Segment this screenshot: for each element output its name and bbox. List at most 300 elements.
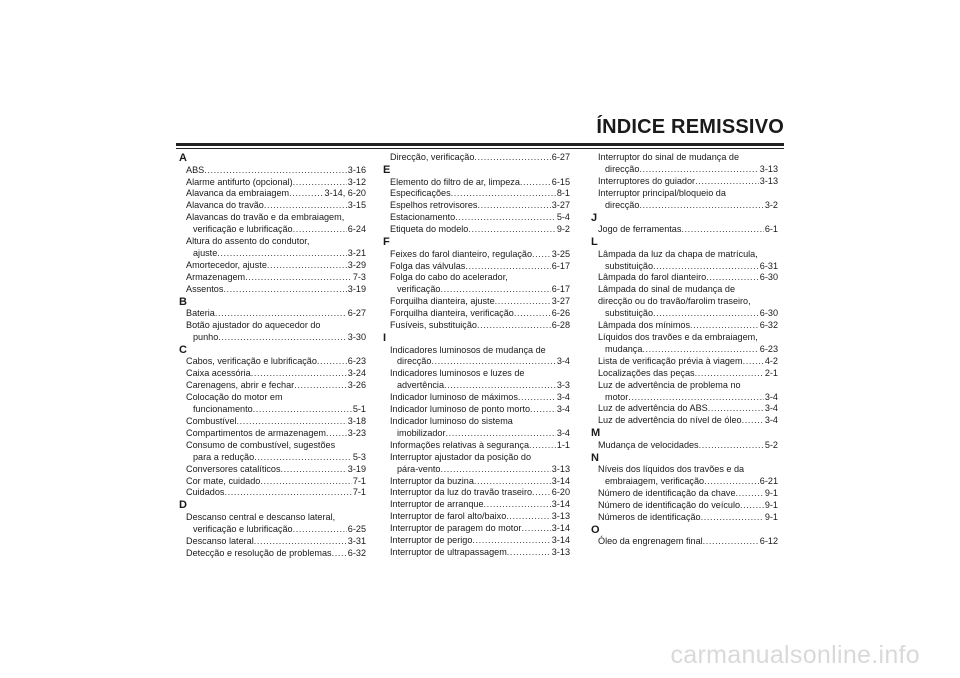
dot-leader <box>701 512 764 524</box>
page-reference: 3-14 <box>551 499 570 510</box>
index-entry-text: Espelhos retrovisores <box>390 200 478 211</box>
index-entry-text: Lâmpada do farol dianteiro <box>598 272 707 283</box>
index-entry-text: Armazenagem <box>186 271 246 282</box>
page-reference: 3-26 <box>347 380 366 391</box>
index-entry <box>591 224 778 236</box>
dot-leader <box>530 404 556 416</box>
page-reference: 6-26 <box>551 308 570 319</box>
index-entry <box>383 511 570 523</box>
index-entry <box>383 476 570 488</box>
index-entry-text: Colocação do motor em <box>186 392 283 403</box>
index-entry <box>383 261 570 273</box>
index-entry-text: verificação e lubrificação <box>193 224 293 235</box>
index-entry-text: Lâmpada dos mínimos <box>598 320 690 331</box>
page-reference: 7-1 <box>352 487 366 498</box>
page-reference: 6-23 <box>347 356 366 367</box>
index-entry-text: Folga das válvulas <box>390 260 466 271</box>
page-reference: 3-18 <box>347 416 366 426</box>
dot-leader <box>293 177 347 189</box>
index-entry-text: Indicador luminoso de máximos <box>390 392 518 403</box>
dot-leader <box>628 392 764 404</box>
page-reference: 6-24 <box>347 224 366 235</box>
dot-leader <box>514 308 551 320</box>
page-reference: 7-3 <box>352 271 366 282</box>
page-reference: 9-2 <box>556 224 570 235</box>
dot-leader <box>639 164 758 176</box>
index-entry-text: Lâmpada da luz da chapa de matrícula, <box>598 248 758 259</box>
index-entry-text: direcção <box>605 199 640 210</box>
index-entry-text: para a redução <box>193 451 255 462</box>
dot-leader <box>529 440 556 452</box>
index-entry-text: Interruptor de farol alto/baixo <box>390 511 507 522</box>
page-reference: 3-19 <box>347 463 366 474</box>
dot-leader <box>317 356 347 368</box>
page-reference: 3-2 <box>764 199 778 210</box>
index-entry-text: Interruptor ajustador da posição do <box>390 451 532 462</box>
index-entry-text: verificação <box>397 284 441 295</box>
index-entry <box>179 188 366 200</box>
index-entry <box>179 416 366 428</box>
page-reference: 9-1 <box>764 488 778 499</box>
index-entry-text: verificação e lubrificação <box>193 523 293 534</box>
index-entry-text: direcção <box>605 163 640 174</box>
page-reference: 3-4 <box>764 391 778 402</box>
index-letter-heading: B <box>179 295 187 308</box>
dot-leader <box>704 476 759 488</box>
index-entry-text: Interruptor do sinal de mudança de <box>598 152 740 162</box>
index-letter-heading: F <box>383 236 390 249</box>
dot-leader <box>223 284 346 296</box>
page-reference: 3-24 <box>347 368 366 379</box>
page-reference: 6-28 <box>551 320 570 331</box>
index-entry-text: Informações relativas à segurança <box>390 439 530 450</box>
index-entry-text: Direcção, verificação <box>390 152 475 162</box>
dot-leader <box>532 249 551 261</box>
index-entry <box>591 249 778 273</box>
index-entry <box>383 188 570 200</box>
dot-leader <box>736 488 764 500</box>
page-reference: 6-12 <box>759 536 778 547</box>
page-reference: 3-13 <box>551 463 570 474</box>
dot-leader <box>520 177 551 189</box>
index-entry-text: Luz de advertência do nível de óleo <box>598 415 742 426</box>
index-entry-text: Alavanca da embraiagem <box>186 188 290 199</box>
page-reference: 6-17 <box>551 260 570 271</box>
index-entry <box>179 212 366 236</box>
index-entry-text: Níveis dos líquidos dos travões e da <box>598 464 745 475</box>
page-reference: 2-1 <box>764 367 778 378</box>
dot-leader <box>251 368 347 380</box>
page-reference: 3-4 <box>556 392 570 403</box>
dot-leader <box>326 428 347 440</box>
index-entry-text: Bateria <box>186 308 215 319</box>
index-entry <box>179 236 366 260</box>
index-entry-text: Caixa acessória <box>186 368 251 379</box>
dot-leader <box>224 487 351 499</box>
page-reference: 3-19 <box>347 283 366 294</box>
index-entry-text: Detecção e resolução de problemas <box>186 547 332 558</box>
page-reference: 3-14 <box>551 475 570 486</box>
index-entry-text: direcção ou do travão/farolim traseiro, <box>598 296 751 307</box>
index-entry-text: ABS <box>186 164 205 175</box>
index-entry <box>179 320 366 344</box>
page-reference: 6-30 <box>759 308 778 319</box>
index-entry-text: Cuidados <box>186 487 225 498</box>
index-entry <box>591 284 778 320</box>
index-entry-text: Amortecedor, ajuste <box>186 259 267 270</box>
page-reference: 3-14 <box>551 535 570 546</box>
page-reference: 3-13 <box>551 546 570 557</box>
index-entry-text: Consumo de combustível, sugestões <box>186 439 336 450</box>
index-entry <box>383 177 570 189</box>
page-reference: 3-30 <box>347 331 366 342</box>
index-entry-text: Indicadores luminosos e luzes de <box>390 368 525 379</box>
dot-leader <box>281 464 347 476</box>
index-entry <box>383 499 570 511</box>
dot-leader <box>740 500 764 512</box>
index-entry-text: Interruptor de perigo <box>390 535 473 546</box>
index-entry <box>383 416 570 440</box>
index-entry-text: Altura do assento do condutor, <box>186 236 310 247</box>
index-entry-text: Conversores catalíticos <box>186 463 281 474</box>
page-reference: 1-1 <box>556 439 570 450</box>
index-entry-text: imobilizador <box>397 427 446 438</box>
page-reference: 5-3 <box>352 451 366 462</box>
index-entry <box>179 536 366 548</box>
index-entry <box>591 415 778 427</box>
index-entry <box>591 440 778 452</box>
index-entry-text: Carenagens, abrir e fechar <box>186 380 295 391</box>
page-reference: 6-20 <box>551 487 570 498</box>
page-reference: 3-27 <box>551 200 570 211</box>
index-entry-text: Número de identificação do veículo <box>598 500 741 511</box>
dot-leader <box>706 272 759 284</box>
dot-leader <box>484 499 551 511</box>
dot-leader <box>294 380 347 392</box>
page-reference: 3-14 <box>551 523 570 534</box>
page-reference: 3-23 <box>347 427 366 438</box>
index-entry-text: pára-vento <box>397 463 441 474</box>
index-entry-text: Alarme antifurto (opcional) <box>186 176 293 187</box>
page-reference: 9-1 <box>764 511 778 522</box>
index-entry-text: Estacionamento <box>390 212 456 223</box>
dot-leader <box>245 272 352 284</box>
dot-leader <box>695 368 764 380</box>
page-reference: 3-12 <box>347 176 366 187</box>
page-reference: 7-1 <box>352 475 366 486</box>
dot-leader <box>506 511 551 523</box>
index-entry <box>591 403 778 415</box>
index-entry <box>383 523 570 535</box>
index-entry-text: Luz de advertência de problema no <box>598 379 741 390</box>
index-letter-heading: I <box>383 331 387 344</box>
dot-leader <box>431 356 555 368</box>
dot-leader <box>289 188 323 200</box>
index-entry <box>383 320 570 332</box>
index-entry-text: Jogo de ferramentas <box>598 224 682 235</box>
index-entry <box>179 284 366 296</box>
page-reference: 6-17 <box>551 284 570 295</box>
index-entry-text: Luz de advertência do ABS <box>598 403 708 414</box>
index-entry <box>383 212 570 224</box>
page-reference: 3-4 <box>556 427 570 438</box>
page-reference: 3-13 <box>759 163 778 174</box>
index-entry-text: Forquilha dianteira, ajuste <box>390 296 495 307</box>
page-reference: 6-23 <box>759 343 778 354</box>
dot-leader <box>217 248 347 260</box>
dot-leader <box>743 356 764 368</box>
index-entry <box>179 476 366 488</box>
page-reference: 6-15 <box>551 176 570 187</box>
title-rule-thick <box>176 143 784 146</box>
page-reference: 3-13 <box>551 511 570 522</box>
page-reference: 3-25 <box>551 248 570 259</box>
index-entry-text: advertência <box>397 380 445 391</box>
index-entry <box>383 392 570 404</box>
dot-leader <box>472 535 550 547</box>
index-letter-heading: M <box>591 427 601 440</box>
index-entry-text: Alavancas do travão e da embraiagem, <box>186 212 345 223</box>
dot-leader <box>254 536 347 548</box>
index-entry <box>179 392 366 416</box>
index-entry-text: Localizações das peças <box>598 367 695 378</box>
dot-leader <box>653 261 759 273</box>
index-entry-text: Forquilha dianteira, verificação <box>390 308 514 319</box>
index-entry-text: Interruptor principal/bloqueio da <box>598 187 726 198</box>
page-reference: 6-32 <box>347 547 366 558</box>
index-entry <box>383 487 570 499</box>
index-entry <box>591 152 778 176</box>
page-reference: 3-4 <box>556 404 570 415</box>
index-entry <box>591 368 778 380</box>
index-letter-heading: O <box>591 523 600 536</box>
dot-leader <box>455 212 556 224</box>
index-entry <box>179 487 366 499</box>
index-entry <box>179 548 366 560</box>
dot-leader <box>440 284 550 296</box>
index-letter-heading: J <box>591 211 598 224</box>
page-title: ÍNDICE REMISSIVO <box>596 116 784 138</box>
dot-leader <box>468 224 555 236</box>
dot-leader <box>703 536 759 548</box>
index-entry-text: Combustível <box>186 416 237 426</box>
page-reference: 5-1 <box>352 404 366 415</box>
dot-leader <box>699 440 764 452</box>
index-entry <box>383 152 570 164</box>
index-entry-text: Etiqueta do modelo <box>390 224 469 235</box>
dot-leader <box>507 547 551 559</box>
index-entry-text: Botão ajustador do aquecedor do <box>186 320 321 331</box>
index-entry <box>383 452 570 476</box>
dot-leader <box>332 548 347 560</box>
index-entry <box>179 464 366 476</box>
page-reference: 4-2 <box>764 355 778 366</box>
index-entry <box>591 356 778 368</box>
page-reference: 8-1 <box>556 188 570 199</box>
dot-leader <box>642 344 758 356</box>
index-entry-text: Folga do cabo do acelerador, <box>390 272 508 283</box>
dot-leader <box>253 404 352 416</box>
index-entry-text: Indicador luminoso de ponto morto <box>390 404 531 415</box>
dot-leader <box>218 332 347 344</box>
dot-leader <box>215 308 347 320</box>
index-entry <box>591 380 778 404</box>
page-reference: 3-4 <box>764 415 778 426</box>
index-entry <box>383 547 570 559</box>
index-entry <box>591 464 778 488</box>
index-entry-text: Cabos, verificação e lubrificação <box>186 356 317 367</box>
index-entry-text: Descanso lateral <box>186 535 254 546</box>
page-reference: 3-21 <box>347 247 366 258</box>
index-entry <box>591 500 778 512</box>
index-column-1 <box>179 152 366 560</box>
page-reference: 3-27 <box>551 296 570 307</box>
index-entry <box>591 512 778 524</box>
page-reference: 3-31 <box>347 535 366 546</box>
index-entry-text: motor <box>605 391 629 402</box>
dot-leader <box>440 464 550 476</box>
page-reference: 6-25 <box>347 523 366 534</box>
dot-leader <box>451 188 556 200</box>
index-entry <box>383 224 570 236</box>
dot-leader <box>532 487 551 499</box>
index-entry <box>383 308 570 320</box>
index-column-3 <box>591 152 778 548</box>
index-entry-text: Líquidos dos travões e da embraiagem, <box>598 331 758 342</box>
index-letter-heading: E <box>383 163 391 176</box>
index-entry <box>179 380 366 392</box>
index-entry-text: Especificações <box>390 188 451 199</box>
index-entry-text: ajuste <box>193 247 218 258</box>
index-entry <box>591 488 778 500</box>
dot-leader <box>444 380 556 392</box>
page-reference: 3-3 <box>556 380 570 391</box>
index-entry-text: Indicador luminoso do sistema <box>390 416 513 426</box>
index-entry-text: substituição <box>605 308 654 319</box>
index-entry-text: punho <box>193 331 219 342</box>
index-entry-text: Compartimentos de armazenagem <box>186 427 327 438</box>
page-reference: 3-14, 6-20 <box>324 188 366 199</box>
index-entry-text: funcionamento <box>193 404 253 415</box>
dot-leader <box>477 320 551 332</box>
index-entry-text: Alavanca do travão <box>186 200 264 211</box>
index-entry-text: direcção <box>397 356 432 367</box>
dot-leader <box>446 428 556 440</box>
index-entry-text: Mudança de velocidades <box>598 439 699 450</box>
index-entry <box>179 356 366 368</box>
index-entry <box>383 440 570 452</box>
index-entry-text: Elemento do filtro de ar, limpeza <box>390 176 520 187</box>
index-column-2 <box>383 152 570 559</box>
dot-leader <box>260 476 352 488</box>
dot-leader <box>639 200 763 212</box>
index-entry-text: Fusíveis, substituição <box>390 320 477 331</box>
index-entry <box>179 368 366 380</box>
page-reference: 3-4 <box>764 403 778 414</box>
dot-leader <box>267 260 347 272</box>
index-entry <box>383 404 570 416</box>
index-entry <box>383 535 570 547</box>
index-entry-text: substituição <box>605 260 654 271</box>
dot-leader <box>518 392 556 404</box>
index-entry-text: Número de identificação da chave <box>598 488 736 499</box>
dot-leader <box>293 524 347 536</box>
page-reference: 6-1 <box>764 224 778 235</box>
dot-leader <box>237 416 347 428</box>
page-reference: 6-31 <box>759 260 778 271</box>
dot-leader <box>708 403 764 415</box>
index-entry-text: Interruptor da buzina <box>390 475 474 486</box>
page-reference: 5-2 <box>764 439 778 450</box>
index-entry <box>383 272 570 296</box>
dot-leader <box>264 200 347 212</box>
page-reference: 6-27 <box>551 152 570 162</box>
page-reference: 6-30 <box>759 272 778 283</box>
dot-leader <box>681 224 763 236</box>
title-rule-thin <box>176 148 784 149</box>
dot-leader <box>465 261 550 273</box>
dot-leader <box>742 415 764 427</box>
index-entry <box>383 200 570 212</box>
page-reference: 3-16 <box>347 164 366 175</box>
page-reference: 3-15 <box>347 200 366 211</box>
page-reference: 3-29 <box>347 259 366 270</box>
index-entry <box>383 296 570 308</box>
index-entry <box>591 320 778 332</box>
dot-leader <box>695 176 759 188</box>
dot-leader <box>495 296 551 308</box>
index-entry-text: Interruptor da luz do travão traseiro <box>390 487 533 498</box>
dot-leader <box>690 320 759 332</box>
index-entry <box>591 176 778 188</box>
dot-leader <box>477 200 550 212</box>
index-entry <box>383 249 570 261</box>
index-entry-text: Interruptor de ultrapassagem <box>390 546 507 557</box>
index-entry <box>179 272 366 284</box>
index-entry-text: Óleo da engrenagem final <box>598 536 703 547</box>
index-entry <box>383 368 570 392</box>
dot-leader <box>204 165 347 177</box>
index-entry-text: Descanso central e descanso lateral, <box>186 511 336 522</box>
dot-leader <box>474 476 551 488</box>
dot-leader <box>293 224 347 236</box>
page-reference: 6-27 <box>347 308 366 319</box>
index-entry <box>179 308 366 320</box>
index-entry-text: embraiagem, verificação <box>605 476 705 487</box>
page-reference: 5-4 <box>556 212 570 223</box>
index-entry <box>591 332 778 356</box>
index-entry <box>591 272 778 284</box>
index-letter-heading: A <box>179 152 187 164</box>
index-entry-text: Interruptor de paragem do motor <box>390 523 522 534</box>
index-entry <box>179 428 366 440</box>
index-entry <box>591 188 778 212</box>
page-reference: 6-21 <box>759 476 778 487</box>
index-entry-text: Feixes do farol dianteiro, regulação <box>390 248 533 259</box>
index-entry <box>179 440 366 464</box>
page-reference: 3-13 <box>759 175 778 186</box>
index-entry <box>179 165 366 177</box>
index-entry-text: Indicadores luminosos de mudança de <box>390 344 546 355</box>
index-letter-heading: N <box>591 451 599 464</box>
index-entry-text: Lista de verificação prévia à viagem <box>598 355 743 366</box>
index-letter-heading: C <box>179 343 187 356</box>
index-entry <box>179 200 366 212</box>
page-reference: 3-4 <box>556 356 570 367</box>
index-entry-text: Assentos <box>186 283 224 294</box>
index-entry-text: mudança <box>605 343 643 354</box>
dot-leader <box>653 308 759 320</box>
